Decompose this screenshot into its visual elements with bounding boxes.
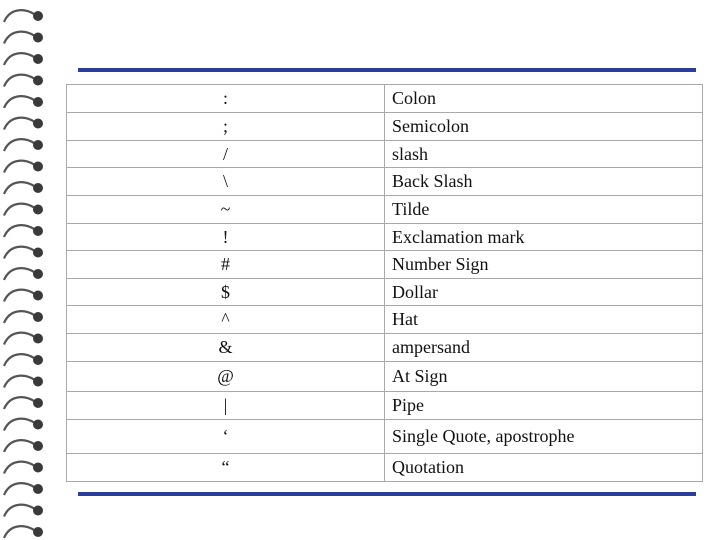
symbol-table — [66, 84, 703, 482]
table-row — [67, 196, 703, 224]
binding-ring — [4, 526, 43, 538]
binding-ring — [4, 268, 43, 280]
table-row — [67, 420, 703, 454]
binding-ring — [4, 96, 43, 108]
name-cell: Single Quote, apostrophe — [385, 420, 703, 454]
symbol-text: @ — [217, 366, 234, 386]
binding-ring — [4, 376, 43, 388]
binding-ring — [4, 161, 43, 173]
symbol-cell — [67, 168, 385, 196]
name-cell: Exclamation mark — [385, 224, 703, 251]
bottom-rule — [78, 492, 696, 496]
name-cell: Semicolon — [385, 113, 703, 141]
binding-ring — [4, 53, 43, 65]
symbol-cell — [67, 454, 385, 482]
symbol-text: : — [222, 88, 228, 108]
symbol-cell — [67, 392, 385, 420]
symbol-text: # — [221, 254, 230, 274]
spiral-binding — [0, 0, 60, 540]
symbol-cell — [67, 196, 385, 224]
table-row — [67, 454, 703, 482]
symbol-text: ‘ — [222, 426, 229, 446]
name-cell: slash — [385, 141, 703, 168]
binding-ring — [4, 462, 43, 474]
name-cell: At Sign — [385, 362, 703, 392]
symbol-text: / — [222, 143, 228, 164]
name-cell: Hat — [385, 306, 703, 334]
symbol-cell — [67, 85, 385, 113]
symbol-text: | — [223, 395, 228, 415]
symbol-cell — [67, 334, 385, 362]
symbol-text: & — [218, 337, 233, 357]
symbol-text: ~ — [220, 199, 231, 219]
table-row — [67, 362, 703, 392]
binding-ring — [4, 311, 43, 323]
table-row — [67, 224, 703, 251]
name-cell: Back Slash — [385, 168, 703, 196]
binding-ring — [4, 32, 43, 44]
binding-ring — [4, 290, 43, 302]
name-cell: ampersand — [385, 334, 703, 362]
table-row — [67, 334, 703, 362]
binding-ring — [4, 354, 43, 366]
binding-ring — [4, 139, 43, 151]
symbol-cell — [67, 306, 385, 334]
symbol-cell — [67, 113, 385, 141]
table-row — [67, 306, 703, 334]
binding-ring — [4, 118, 43, 130]
top-rule — [78, 68, 696, 72]
symbol-text: “ — [221, 457, 230, 477]
table-row — [67, 251, 703, 279]
table-row — [67, 113, 703, 141]
binding-ring — [4, 182, 43, 194]
name-cell: Colon — [385, 85, 703, 113]
symbol-text: \ — [222, 171, 228, 191]
binding-ring — [4, 397, 43, 409]
name-cell: Quotation — [385, 454, 703, 482]
binding-ring — [4, 483, 43, 495]
name-cell: Tilde — [385, 196, 703, 224]
table-row — [67, 392, 703, 420]
binding-ring — [4, 333, 43, 345]
symbol-text: ! — [222, 226, 229, 247]
table-row — [67, 279, 703, 306]
table-row — [67, 85, 703, 113]
symbol-cell — [67, 141, 385, 168]
symbol-cell — [67, 362, 385, 392]
symbol-cell — [67, 420, 385, 454]
binding-ring — [4, 440, 43, 452]
symbol-cell — [67, 224, 385, 251]
binding-ring — [4, 247, 43, 259]
name-cell: Dollar — [385, 279, 703, 306]
table-row — [67, 168, 703, 196]
symbol-cell — [67, 251, 385, 279]
binding-ring — [4, 75, 43, 87]
binding-ring — [4, 225, 43, 237]
table-row — [67, 141, 703, 168]
binding-ring — [4, 419, 43, 431]
binding-ring — [4, 10, 43, 22]
symbol-text: ; — [222, 116, 228, 136]
name-cell: Pipe — [385, 392, 703, 420]
binding-ring — [4, 204, 43, 216]
symbol-cell — [67, 279, 385, 306]
symbol-text: $ — [221, 281, 230, 302]
symbol-text: ^ — [221, 309, 230, 329]
name-cell: Number Sign — [385, 251, 703, 279]
binding-ring — [4, 505, 43, 517]
